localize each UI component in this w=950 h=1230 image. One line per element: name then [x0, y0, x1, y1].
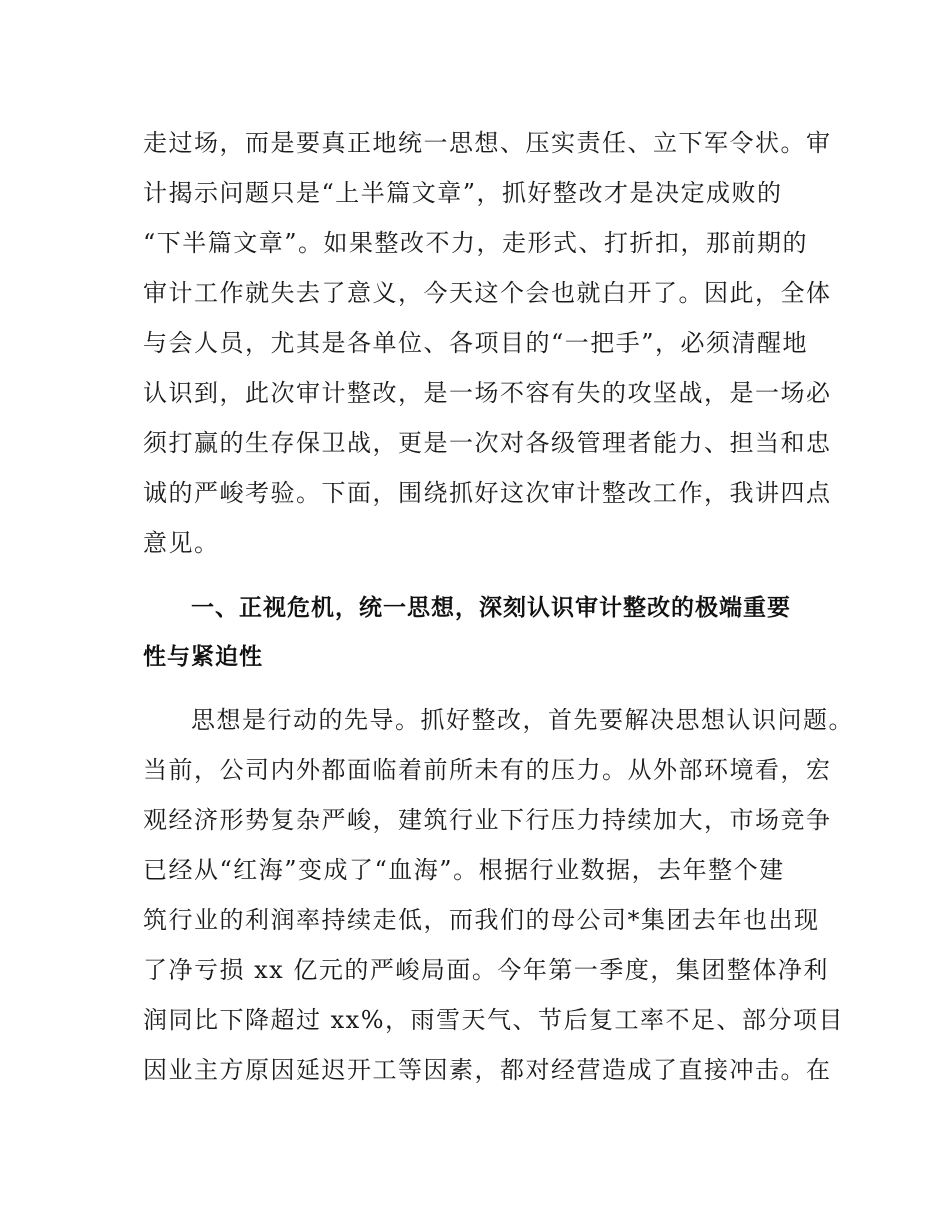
section-heading: 性与紧迫性: [143, 644, 263, 670]
paragraph-line: 思想是行动的先导。抓好整改，首先要解决思想认识问题。: [191, 706, 854, 734]
paragraph-line: 与会人员，尤其是各单位、各项目的“一把手”，必须清醒地: [143, 329, 809, 357]
paragraph-line: 因业主方原因延迟开工等因素，都对经营造成了直接冲击。在: [143, 1056, 832, 1084]
paragraph-line: 计揭示问题只是“上半篇文章”，抓好整改才是决定成败的: [143, 179, 783, 207]
paragraph-line: 须打赢的生存保卫战，更是一次对各级管理者能力、担当和忠: [143, 429, 832, 457]
paragraph-line: 观经济形势复杂严峻，建筑行业下行压力持续加大，市场竞争: [143, 806, 832, 834]
paragraph-line: 审计工作就失去了意义，今天这个会也就白开了。因此，全体: [143, 279, 832, 307]
paragraph-line: 已经从“红海”变成了“血海”。根据行业数据，去年整个建: [143, 856, 785, 884]
paragraph-line: “下半篇文章”。如果整改不力，走形式、打折扣，那前期的: [143, 229, 809, 257]
paragraph-line: 当前，公司内外都面临着前所未有的压力。从外部环境看，宏: [143, 756, 832, 784]
section-heading: 一、正视危机，统一思想，深刻认识审计整改的极端重要: [191, 595, 791, 621]
paragraph-line: 润同比下降超过 xx%，雨雪天气、节后复工率不足、部分项目: [143, 1006, 845, 1034]
paragraph-line: 意见。: [143, 529, 220, 557]
paragraph-line: 筑行业的利润率持续走低，而我们的母公司*集团去年也出现: [143, 906, 820, 934]
paragraph-line: 诚的严峻考验。下面，围绕抓好这次审计整改工作，我讲四点: [143, 479, 832, 507]
paragraph-line: 了净亏损 xx 亿元的严峻局面。今年第一季度，集团整体净利: [143, 956, 829, 984]
paragraph-line: 走过场，而是要真正地统一思想、压实责任、立下军令状。审: [143, 129, 832, 157]
paragraph-line: 认识到，此次审计整改，是一场不容有失的攻坚战，是一场必: [143, 379, 832, 407]
